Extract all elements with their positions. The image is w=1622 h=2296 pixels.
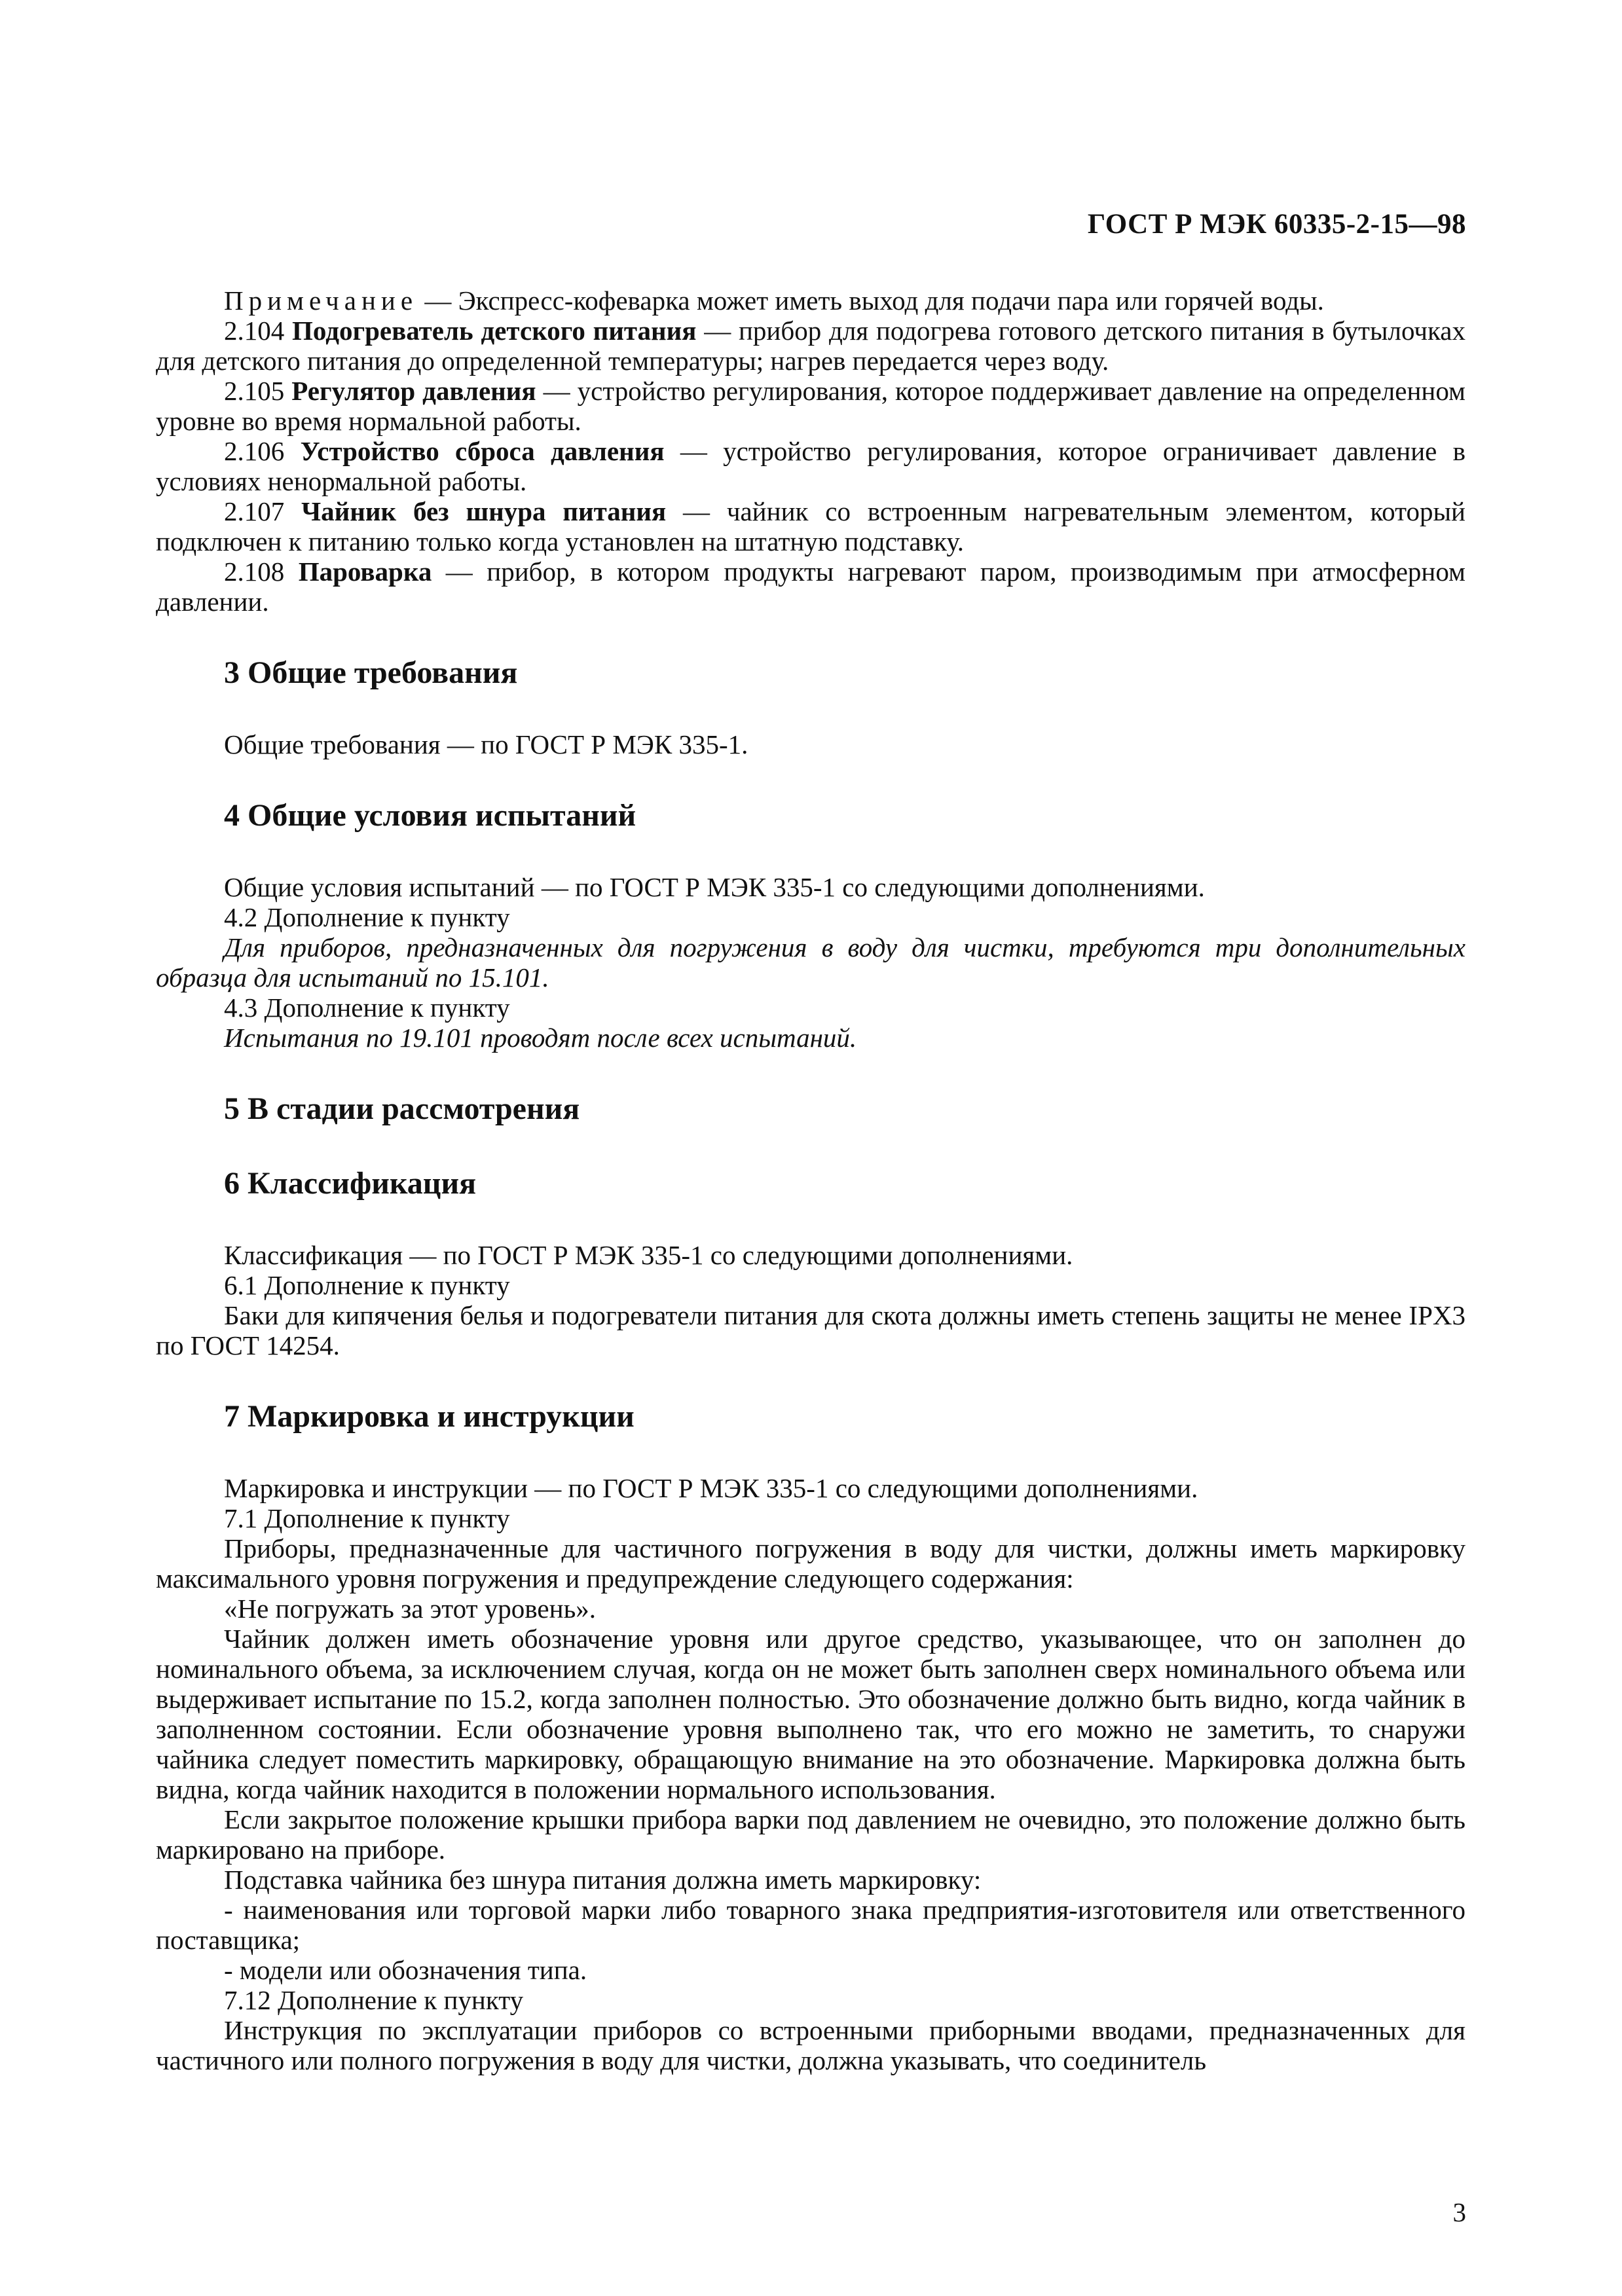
document-body bbox=[156, 285, 1465, 2075]
term-definition: — чайник со встроенным нагревательным элементом, который подключен к питанию только когда установлен на штатную подставку. bbox=[156, 496, 1465, 556]
document-code-header: ГОСТ Р МЭК 60335-2-15—98 bbox=[1087, 209, 1466, 240]
term-number: 2.106 bbox=[224, 436, 285, 466]
clause-7-1: 7.1 Дополнение к пункту bbox=[224, 1503, 510, 1533]
clause-4-2-text: Для приборов, предназначенных для погружения в воду для чистки, требуются три дополнительных образца для испытаний по 15.101. bbox=[156, 932, 1465, 993]
section-4-heading: 4 Общие условия испытаний bbox=[224, 798, 636, 833]
section-4-text: Общие условия испытаний — по ГОСТ Р МЭК 335-1 со следующими дополнениями. bbox=[224, 872, 1205, 902]
term-definition: — устройство регулирования, которое поддерживает давление на определенном уровне во время нормальной работы. bbox=[156, 376, 1465, 436]
clause-4-3: 4.3 Дополнение к пункту bbox=[224, 993, 510, 1023]
section-7-heading: 7 Маркировка и инструкции bbox=[224, 1399, 635, 1434]
section-3-heading: 3 Общие требования bbox=[224, 655, 518, 690]
clause-6-1-text: Баки для кипячения белья и подогреватели питания для скота должны иметь степень защиты не менее IPX3 по ГОСТ 14254. bbox=[156, 1300, 1465, 1360]
term-name: Подогреватель детского питания bbox=[292, 316, 697, 346]
section-7-text: Маркировка и инструкции — по ГОСТ Р МЭК 335-1 со следующими дополнениями. bbox=[224, 1473, 1198, 1503]
term-2-104 bbox=[156, 316, 1465, 376]
section-6-heading: 6 Классификация bbox=[224, 1166, 477, 1201]
clause-6-1: 6.1 Дополнение к пункту bbox=[224, 1270, 510, 1300]
warning-text: «Не погружать за этот уровень». bbox=[224, 1594, 597, 1624]
term-definition: — прибор для подогрева готового детского питания в бутылочках для детского питания до определенной температуры; нагрев передается через воду. bbox=[156, 316, 1466, 376]
clause-4-2: 4.2 Дополнение к пункту bbox=[224, 902, 510, 932]
note-text: — Экспресс-кофеварка может иметь выход для подачи пара или горячей воды. bbox=[418, 285, 1324, 316]
term-definition: — устройство регулирования, которое ограничивает давление в условиях ненормальной работы. bbox=[156, 436, 1466, 496]
lid-position-paragraph: Если закрытое положение крышки прибора варки под давлением не очевидно, это положение должно быть маркировано на приборе. bbox=[156, 1804, 1465, 1865]
term-number: 2.108 bbox=[224, 556, 285, 587]
clause-7-12-text: Инструкция по эксплуатации приборов со встроенными приборными вводами, предназначенных для частичного или полного погружения в воду для чистки, должна указывать, что соединитель bbox=[156, 2015, 1465, 2075]
term-definition: — прибор, в котором продукты нагревают паром, производимым при атмосферном давлении. bbox=[156, 556, 1466, 617]
note-label: Примечание bbox=[224, 285, 418, 316]
term-name: Пароварка bbox=[298, 556, 432, 587]
term-number: 2.107 bbox=[224, 496, 285, 526]
list-item: - модели или обозначения типа. bbox=[224, 1955, 587, 1985]
section-5-heading: 5 В стадии рассмотрения bbox=[224, 1091, 580, 1126]
term-number: 2.105 bbox=[224, 376, 285, 406]
clause-4-3-text: Испытания по 19.101 проводят после всех испытаний. bbox=[224, 1023, 857, 1053]
list-item: - наименования или торговой марки либо товарного знака предприятия-изготовителя или ответственного поставщика; bbox=[156, 1895, 1465, 1955]
term-2-106 bbox=[156, 436, 1465, 496]
term-name: Регулятор давления bbox=[291, 376, 536, 406]
clause-7-12: 7.12 Дополнение к пункту bbox=[224, 1985, 524, 2015]
term-number: 2.104 bbox=[224, 316, 285, 346]
cordless-base-paragraph: Подставка чайника без шнура питания должна иметь маркировку: bbox=[224, 1865, 982, 1895]
term-2-108 bbox=[156, 556, 1465, 617]
section-6-text: Классификация — по ГОСТ Р МЭК 335-1 со следующими дополнениями. bbox=[224, 1240, 1073, 1270]
term-2-107 bbox=[156, 496, 1465, 556]
term-name: Чайник без шнура питания bbox=[301, 496, 667, 526]
note-paragraph bbox=[156, 285, 1465, 316]
term-2-105 bbox=[156, 376, 1465, 436]
kettle-level-paragraph: Чайник должен иметь обозначение уровня или другое средство, указывающее, что он заполнен до номинального объема, за исключением случая, когда он не может быть заполнен сверх номинального объема или выдерживает испытание по 15.2, когда заполнен полностью. Это обозначение должно быть видно, когда чайник в заполненном состоянии. Если обозначение уровня выполнено так, что его можно не заметить, то снаружи чайника следует поместить маркировку, обращающую внимание на это обозначение. Маркировка должна быть видна, когда чайник находится в положении нормального использования. bbox=[156, 1624, 1465, 1804]
page-number: 3 bbox=[1452, 2197, 1466, 2227]
clause-7-1-text: Приборы, предназначенные для частичного погружения в воду для чистки, должны иметь маркировку максимального уровня погружения и предупреждение следующего содержания: bbox=[156, 1533, 1465, 1594]
section-3-text: Общие требования — по ГОСТ Р МЭК 335-1. bbox=[224, 729, 748, 759]
term-name: Устройство сброса давления bbox=[300, 436, 665, 466]
